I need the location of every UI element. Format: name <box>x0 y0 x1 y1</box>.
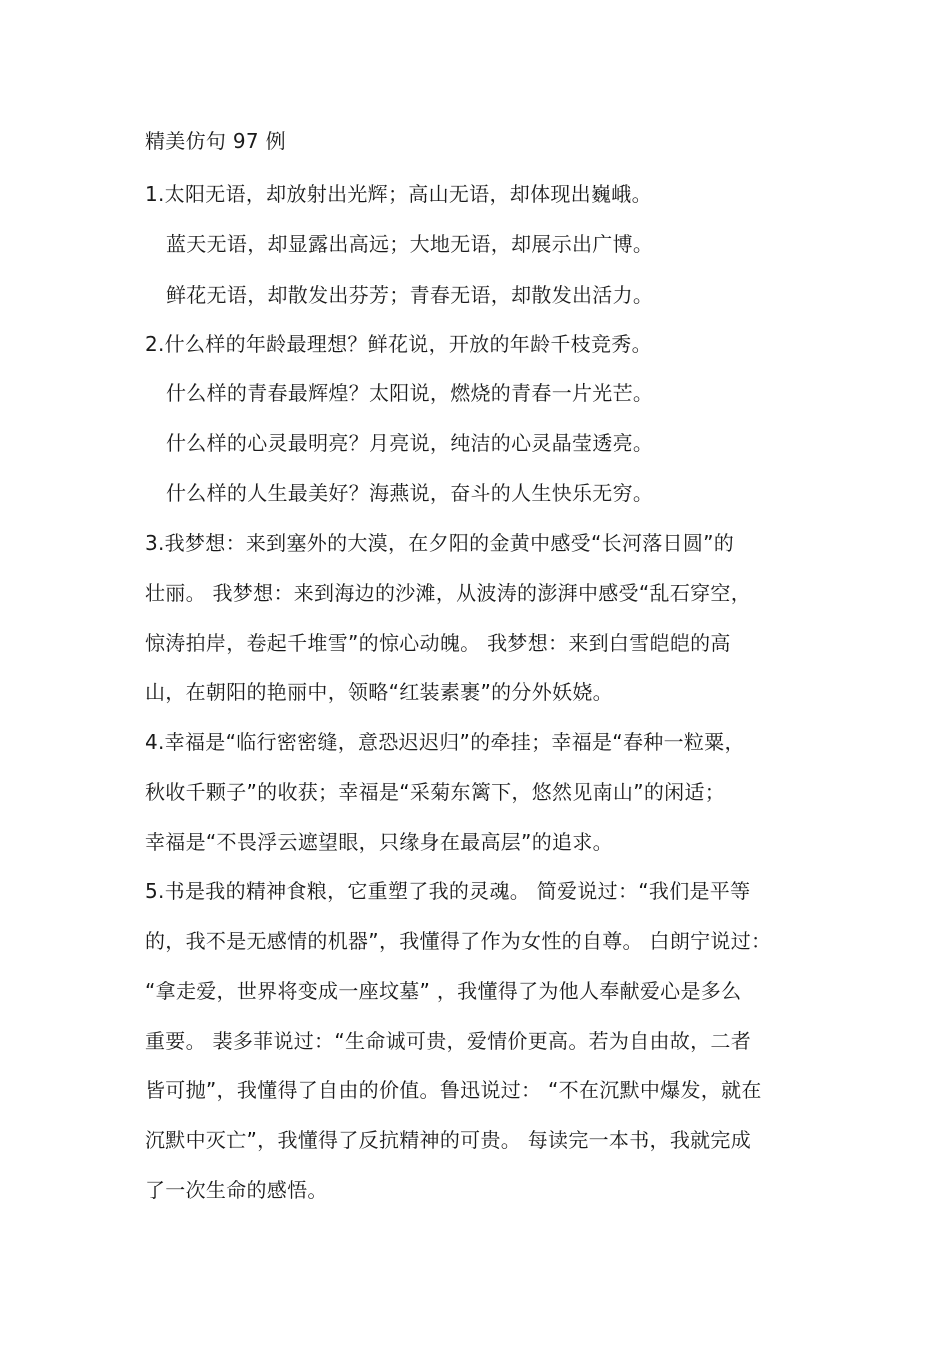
page-title: 精美仿句 97 例 <box>145 129 286 153</box>
paragraph-line: 1.太阳无语，却放射出光辉；高山无语，却体现出巍峨。 <box>145 182 652 206</box>
paragraph-line: 幸福是“不畏浮云遮望眼，只缘身在最高层”的追求。 <box>145 830 613 854</box>
paragraph-line: 4.幸福是“临行密密缝，意恐迟迟归”的牵挂；幸福是“春种一粒粟， <box>145 730 745 754</box>
paragraph-line: 鲜花无语，却散发出芬芳；青春无语，却散发出活力。 <box>166 283 654 307</box>
paragraph-line: 壮丽。 我梦想：来到海边的沙滩，从波涛的澎湃中感受“乱石穿空， <box>145 581 752 605</box>
paragraph-line: 重要。 裴多菲说过：“生命诚可贵，爱情价更高。若为自由故，二者 <box>145 1029 752 1053</box>
paragraph-line: 惊涛拍岸，卷起千堆雪”的惊心动魄。 我梦想：来到白雪皑皑的高 <box>145 631 731 655</box>
paragraph-line: 3.我梦想：来到塞外的大漠，在夕阳的金黄中感受“长河落日圆”的 <box>145 531 735 555</box>
paragraph-line: 什么样的人生最美好？海燕说，奋斗的人生快乐无穷。 <box>166 481 654 505</box>
paragraph-line: 什么样的青春最辉煌？太阳说，燃烧的青春一片光芒。 <box>166 381 654 405</box>
paragraph-line: 蓝天无语，却显露出高远；大地无语，却展示出广博。 <box>166 232 654 256</box>
paragraph-line: 什么样的心灵最明亮？月亮说，纯洁的心灵晶莹透亮。 <box>166 431 654 455</box>
paragraph-line: 2.什么样的年龄最理想？鲜花说，开放的年龄千枝竞秀。 <box>145 332 652 356</box>
paragraph-line: “拿走爱，世界将变成一座坟墓” ，我懂得了为他人奉献爱心是多么 <box>145 979 742 1003</box>
paragraph-line: 沉默中灭亡”，我懂得了反抗精神的可贵。 每读完一本书，我就完成 <box>145 1128 752 1152</box>
paragraph-line: 了一次生命的感悟。 <box>145 1178 328 1202</box>
paragraph-line: 秋收千颗子”的收获；幸福是“采菊东篱下，悠然见南山”的闲适； <box>145 780 726 804</box>
paragraph-line: 皆可抛”，我懂得了自由的价值。鲁迅说过： “不在沉默中爆发，就在 <box>145 1078 762 1102</box>
paragraph-line: 山，在朝阳的艳丽中，领略“红装素裹”的分外妖娆。 <box>145 680 613 704</box>
paragraph-line: 5.书是我的精神食粮，它重塑了我的灵魂。 简爱说过：“我们是平等 <box>145 879 751 903</box>
paragraph-line: 的，我不是无感情的机器”，我懂得了作为女性的自尊。 白朗宁说过： <box>145 929 772 953</box>
